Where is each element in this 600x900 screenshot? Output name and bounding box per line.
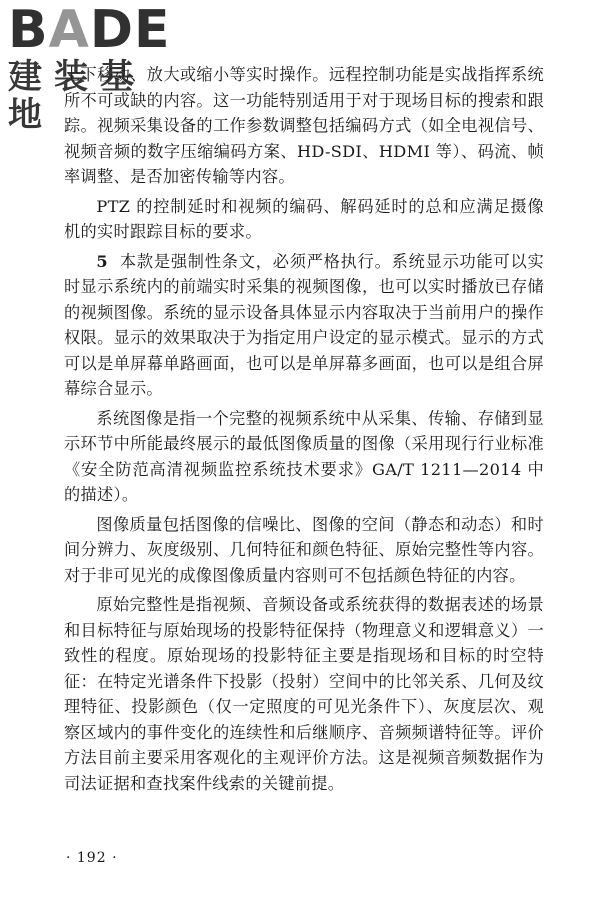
watermark-chinese-text: 建装基地 [8,57,146,135]
paragraph-1 [64,62,544,190]
paragraph-3-text: 本款是强制性条文，必须严格执行。系统显示功能可以实时显示系统内的前端实时采集的视频图像，也可以实时播放已存储的视频图像。系统的显示设备具体显示内容取决于当前用户的操作权限。显示的效果取决于为指定用户设定的显示模式。显示的方式可以是单屏幕单路画面，也可以是单屏幕多画面，也可以是组合屏幕综合显示。 [64,251,544,398]
item-number: 5 [96,251,108,271]
paragraph-4 [64,406,544,508]
paragraph-2-text: PTZ 的控制延时和视频的编码、解码延时的总和应满足摄像机的实时跟踪目标的要求。 [64,196,544,241]
watermark-accent-letter: A [48,0,90,60]
paragraph-5 [64,512,544,589]
paragraph-3 [64,249,544,402]
paragraph-2 [64,194,544,245]
paragraph-4-text: 系统图像是指一个完整的视频系统中从采集、传输、存储到显示环节中所能最终展示的最低图像质量的图像（采用现行行业标准《安全防范高清视频监控系统技术要求》GA/T 1211—2014 中的描述）。 [64,408,544,504]
paragraph-6 [64,592,544,796]
paragraph-5-text: 图像质量包括图像的信噪比、图像的空间（静态和动态）和时间分辨力、灰度级别、几何特征和颜色特征、原始完整性等内容。对于非可见光的成像图像质量内容则可不包括颜色特征的内容。 [64,514,544,585]
paragraph-6-text: 原始完整性是指视频、音频设备或系统获得的数据表述的场景和目标特征与原始现场的投影特征保持（物理意义和逻辑意义）一致性的程度。原始现场的投影特征主要是指现场和目标的时空特征：在特定光谱条件下投影（投射）空间中的比邻关系、几何及纹理特征、投影颜色（仅一定照度的可见光条件下）、灰度层次、观察区域内的事件变化的连续性和后继顺序、音频频谱特征等。评价方法目前主要采用客观化的主观评价方法。这是视频音频数据作为司法证据和查找案件线索的关键前提。 [64,595,544,793]
paragraph-1-text: 上下移动、放大或缩小等实时操作。远程控制功能是实战指挥系统所不可或缺的内容。这一功能特别适用于对于现场目标的搜索和跟踪。视频采集设备的工作参数调整包括编码方式（如全电视信号、视频音频的数字压缩编码方案、HD-SDI、HDMI 等）、码流、帧率调整、是否加密传输等内容。 [64,65,544,186]
page-number: · 192 · [66,850,118,866]
watermark-latin-text: BADE [8,0,171,60]
page-body [64,62,544,796]
